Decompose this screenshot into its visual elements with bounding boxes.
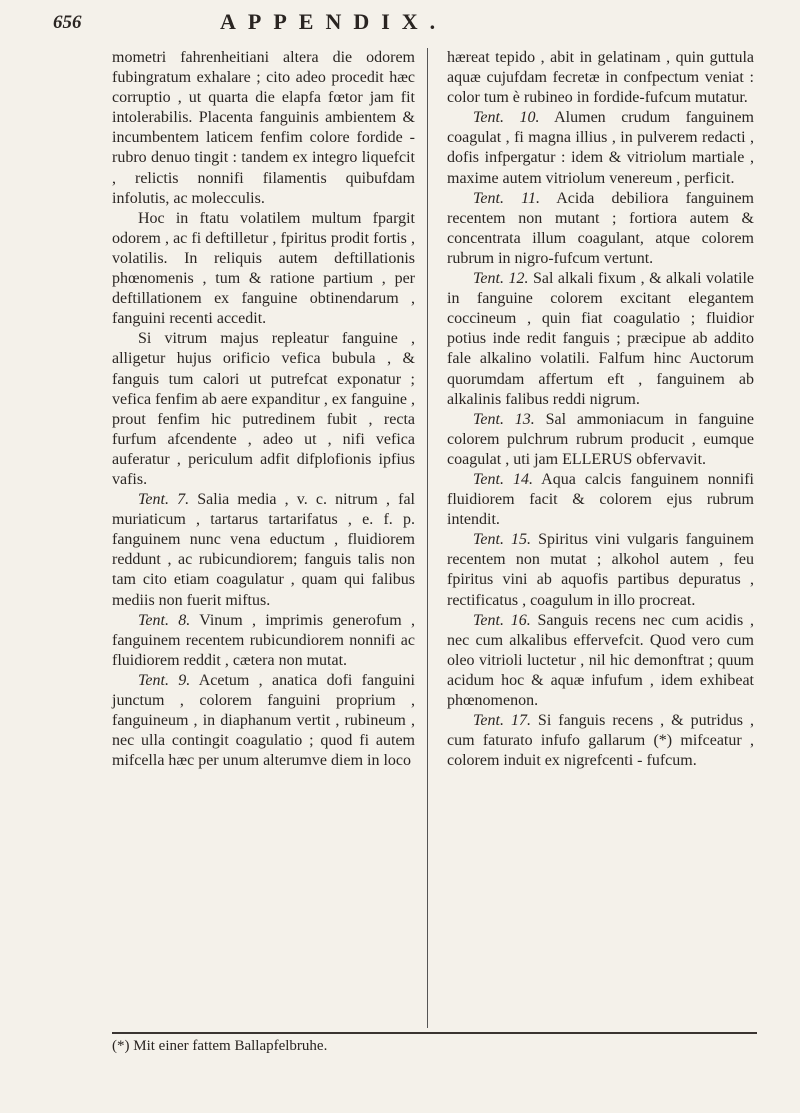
tentamen-label: Tent. 16. — [473, 611, 531, 629]
paragraph-text: Vinum , imprimis generofum , fanguinem recentem rubicundiorem nonnifi ac fluidiorem reddit , cætera non mutat. — [112, 611, 415, 669]
paragraph-text: hæreat tepido , abit in gelatinam , quin guttula aquæ cujufdam fecretæ in confpectum veniat : color tum è rubineo in fordide-fufcum mutatur. — [447, 49, 754, 107]
tentamen-label: Tent. 10. — [473, 109, 540, 127]
tentamen-label: Tent. 13. — [473, 410, 535, 428]
paragraph-text: Sal alkali fixum , & alkali volatile in fanguine colorem excitant elegantem coccineum , quin fiat coagulatio ; fluidior potius inde redit fanguis ; præcipue ab addito fale alkalino volatili. Falfum hinc Auctorum quorumdam affertum eft , fanguinem ab alkalinis falibus reddi nigrum. — [447, 270, 755, 408]
paragraph — [447, 48, 754, 108]
paragraph-text: Sal ammoniacum in fanguine colorem pulchrum rubrum producit , eumque coagulat , uti jam ELLERUS obfervavit. — [447, 410, 754, 468]
tentamen-label: Tent. 11. — [473, 189, 540, 207]
paragraph — [112, 209, 415, 330]
paragraph — [112, 611, 415, 671]
paragraph — [112, 48, 415, 209]
tentamen-label: Tent. 17. — [473, 712, 531, 730]
tentamen-label: Tent. 12. — [473, 270, 529, 288]
paragraph-text: Si vitrum majus repleatur fanguine , alligetur hujus orificio vefica bubula , & fanguis tum calori ut putrefcat exponatur ; vefica fenfim ab aere expanditur , ex fanguine , prout fenfim hic putredinem fubit , recta furfum afcendente , adeo ut , nifi vefica auferatur , periculum adfit difplofionis ipfius vafis. — [112, 330, 415, 488]
paragraph-text: Aqua calcis fanguinem nonnifi fluidiorem facit & colorem ejus rubrum intendit. — [447, 470, 754, 529]
paragraph — [447, 108, 754, 188]
paragraph-text: Sanguis recens nec cum acidis , nec cum alkalibus effervefcit. Quod vero cum oleo vitrioli luctetur , nil hic demonftrat ; quum acidum hoc & aquæ infufum , idem exhibeat phœnomenon. — [447, 611, 754, 709]
left-column — [112, 48, 415, 771]
paragraph — [447, 611, 754, 711]
tentamen-label: Tent. 14. — [473, 470, 534, 488]
tentamen-label: Tent. 8. — [138, 611, 191, 629]
right-column — [447, 48, 754, 771]
paragraph-text: mometri fahrenheitiani altera die odorem fubingratum exhalare ; cito adeo procedit hæc corruptio , ut quarta die elapfa fœtor jam fit intolerabilis. Placenta fanguinis ambientem & incumbentem laticem fenfim colore fordide - rubro denuo tingit : tandem ex integro liquefcit , relictis nonnifi filamentis quibufdam infolutis, ac molecculis. — [112, 49, 415, 207]
paragraph-text: Alumen crudum fanguinem coagulat , fi magna illius , in pulverem redacti , dofis infpergatur : idem & vitriolum martiale , maxime autem vitriolum venereum , perficit. — [447, 109, 754, 187]
paragraph-text: Spiritus vini vulgaris fanguinem recentem non mutat ; alkohol autem , feu fpiritus vini ab aquofis partibus depuratus , rectificatus , coagulum in illo procreat. — [447, 531, 754, 609]
paragraph — [112, 329, 415, 490]
column-divider — [427, 48, 428, 1028]
tentamen-label: Tent. 9. — [138, 671, 191, 689]
paragraph-text: Acida debiliora fanguinem recentem non mutant ; fortiora autem & concentrata illum coagulant, atque colorem rubrum in nigro-fufcum vertunt. — [447, 189, 754, 267]
paragraph — [112, 671, 415, 771]
tentamen-label: Tent. 7. — [138, 491, 190, 509]
paragraph — [447, 410, 754, 470]
page-header — [0, 4, 800, 36]
paragraph-text: Acetum , anatica dofi fanguini junctum , colorem fanguini proprium , fanguineum , in diaphanum vertit , rubineum , nec ulla contingit coagulatio ; quod fi autem mifcella hæc per unum alterumve diem in loco — [112, 671, 416, 770]
paragraph — [447, 470, 754, 530]
paragraph — [447, 711, 754, 771]
tentamen-label: Tent. 15. — [473, 531, 532, 549]
running-head: APPENDIX. — [220, 9, 448, 34]
paragraph — [112, 490, 415, 611]
paragraph-text: Si fanguis recens , & putridus , cum faturato infufo gallarum (*) mifceatur , colorem induit ex nigrefcenti - fufcum. — [447, 712, 754, 770]
footnote: (*) Mit einer fattem Ballapfelbruhe. — [112, 1038, 328, 1054]
paragraph — [447, 269, 754, 410]
paragraph — [447, 530, 754, 610]
paragraph-text: Salia media , v. c. nitrum , fal muriaticum , tartarus tartarifatus , e. f. p. fanguinem nunc vena eductum , fluidiorem reddunt , ac rubicundiorem; fanguis talis non tam cito etiam coagulatur , quam qui falibus mediis non fuerit miftus. — [112, 491, 415, 609]
page-number: 656 — [53, 12, 82, 33]
paragraph — [447, 189, 754, 269]
footnote-rule — [112, 1032, 757, 1034]
paragraph-text: Hoc in ftatu volatilem multum fpargit odorem , ac fi deftilletur , fpiritus prodit fortis , volatilis. In reliquis autem deftillationis phœnomenis , tum & ratione partium , per deftillationem ex fanguine obtinendarum , fanguini recenti accedit. — [112, 209, 415, 328]
